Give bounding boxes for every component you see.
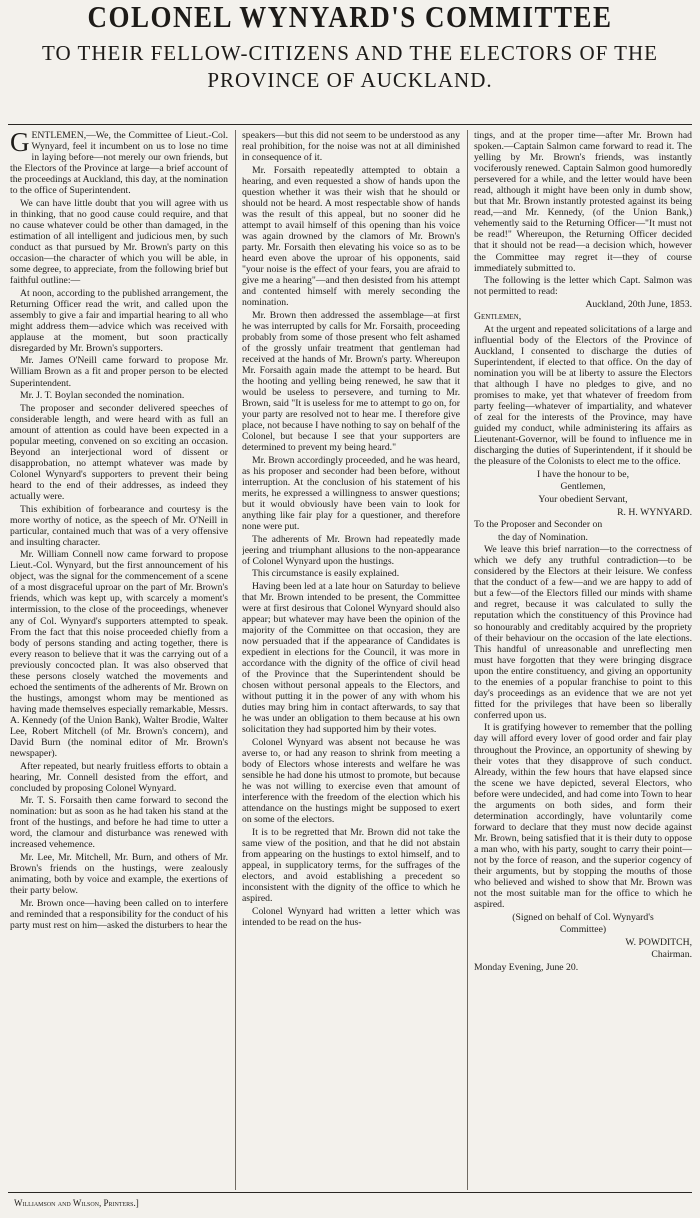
paragraph: This exhibition of forbearance and courtesy is the more worthy of notice, as the speech of Mr. O'Neill in particular, contained much that was of a very offensive and insulting character. [10, 503, 228, 548]
footer-divider [8, 1192, 692, 1193]
paragraph: Mr. William Connell now came forward to propose Lieut.-Col. Wynyard, but the first announcement of his object, was the signal for the commencement of a scene of a most disgraceful uproar on the part of Mr. Brown's friends, which was kept up, with scarcely a moment's intermission, to the close of the proceedings, whenever any of Col. Wynyard's supporters attempted to speak. From the fact that this noise proceeded chiefly from a body of persons standing and acting together, there is every reason to believe that it was the carrying out of a previously concocted plan. It was also observed that these persons closely watched the movements and echoed the sentiments of the adherents of Mr. Brown on the hustings, amongst whom may be mentioned as having made themselves especially remarkable, Messrs. A. Kennedy (of the Union Bank), Walter Brodie, Walter Lee, Robert Mitchell (of Mr. Brown's concern), and David Burn (the nominal editor of Mr. Brown's newspaper). [10, 549, 228, 760]
letter-date: Auckland, 20th June, 1853. [585, 298, 692, 310]
paragraph: Mr. J. T. Boylan seconded the nomination. [20, 390, 185, 402]
paragraph: Having been led at a late hour on Saturday to believe that Mr. Brown intended to be present, the Committee were at first desirous that Colonel Wynyard should also appear; but whatever may have been the opinion of the majority of the Committee on that occasion, they are now persuaded that if the appearance of Candidates is expedient in elections for the Council, it was more in accordance with the dignity of the office of civil head of the Province that the Superintendent should be chosen without personal appeals to the Electors, and without putting it in the power of any with whom his duties may bring him in contact afterwards, to say that he was under an obligation to them because at his own solicitation they had supported him by their votes. [242, 580, 460, 736]
signed-line: Committee) [559, 924, 607, 936]
paragraph: tings, and at the proper time—after Mr. Brown had spoken.—Captain Salmon came forward to read it. The yelling by Mr. Brown's friends, was instantly vociferously renewed. Captain Salmon good humoredly persevered for a while, and the letter would have been read, although it might have been only in dumb show, but that Mr. Brown instantly protested against its being read,—and Mr. Kennedy, (of the Union Bank,) vehemently said to the Returning Officer—"It must not be read!" Whereupon, the Returning Officer decided that it should not be read—a decision which, however the Committee may regret it—they of course immediately submitted to. [474, 130, 692, 274]
paragraph: Mr. T. S. Forsaith then came forward to second the nomination: but as soon as he had taken his stand at the front of the hustings, and before he had time to utter a word, the clamour and disturbance was renewed with increased vehemence. [10, 795, 228, 851]
letter-signature: R. H. WYNYARD. [617, 506, 692, 518]
subtitle-line-2: PROVINCE OF AUCKLAND. [207, 68, 493, 92]
paragraph: Colonel Wynyard was absent not because he was averse to, or had any reason to shrink from meeting a body of Electors whose interests and welfare he was sensible he had done his utmost to promote, but because he was not willing to exercise even that amount of interference with the freedom of the election which his attendance on the hustings might be supposed to exert on some of the electors. [242, 737, 460, 826]
paragraph: Mr. Brown then addressed the assemblage—at first he was interrupted by calls for Mr. Forsaith, proceeding probably from some of those present who felt ashamed of the grossly unfair treatment that gentleman had received at the hands of Mr. Brown's party. Whereupon Mr. Forsaith again made the attempt to be heard. But the hooting and yelling being renewed, he saw that it would be useless to persevere, and turning to Mr. Brown, said "It is useless for me to attempt to go on, for your party are resolved not to hear me. I therefore give place, not because I have nothing to say on behalf of the Colonel, but because I see that your supporters are determined to prevent my being heard." [242, 309, 460, 454]
paragraph: We leave this brief narration—to the correctness of which we defy any truthful contradiction—to be considered by the Electors at their leisure. We confess that the conduct of a few—and we are happy to add of but a few—of the Electors filled our minds with shame and regret, because it was calculated to sully the reputation which the constituency of this Province had so honourably and creditably acquired by the propriety of their behaviour on the occasion of the late elections. This handful of unreasonable and unreflecting men must have forgotten that they were bringing disgrace upon the entire constituency, and giving an opportunity to the enemies of a popular franchise to point to this day's proceedings as an evidence that we are not yet fitted for the privileges that have been so liberally conferred upon us. [474, 544, 692, 721]
printer-imprint: Williamson and Wilson, Printers.] [14, 1198, 139, 1208]
paragraph: At noon, according to the published arrangement, the Returning Officer read the writ, and called upon the assembly to give a fair and impartial hearing to all who might address them—advice which was received with applause at the moment, but soon practically disregarded by Mr. Brown's supporters. [10, 287, 228, 354]
paragraph [10, 130, 228, 196]
paragraph: We can have little doubt that you will agree with us in thinking, that no good cause could require, and that no cause whatever could be other than damaged, in the estimation of all intelligent and judicious men, by such conduct as that pursued by Mr. Brown's party on this occasion—the character of which you will be able, in some degree, to appreciate, from the following brief but faithful outline:— [10, 197, 228, 287]
paragraph: Colonel Wynyard had written a letter which was intended to be read on the hus- [242, 905, 460, 928]
paragraph: The adherents of Mr. Brown had repeatedly made jeering and triumphant allusions to the non-appearance of Colonel Wynyard upon the hustings. [242, 533, 460, 567]
letter-closing: Your obedient Servant, [538, 494, 628, 505]
paragraph: Mr. Brown accordingly proceeded, and he was heard, as his proposer and seconder had been before, without interruption. At the conclusion of his statement of his merits, he expressed a willingness to answer questions; but it would obviously have been vain to look for anything like fair play for a questioner, and therefore none were put. [242, 454, 460, 533]
paragraph: Mr. Lee, Mr. Mitchell, Mr. Burn, and others of Mr. Brown's friends on the hustings, were zealously animating, both by voice and example, the exertions of their party below. [10, 852, 228, 897]
letter-salutation: Gentlemen, [474, 311, 522, 323]
column-2 [242, 130, 460, 1190]
column-divider [235, 130, 236, 1190]
signed-line: (Signed on behalf of Col. Wynyard's [512, 911, 654, 923]
page-subtitle [4, 40, 696, 94]
paragraph: speakers—but this did not seem to be understood as any real prohibition, for the noise was not at all diminished in consequence of it. [242, 130, 460, 164]
paragraph: Mr. Forsaith repeatedly attempted to obtain a hearing, and even requested a show of hands upon the question whether it was their wish that he should or should not be heard. A most respectable show of hands was the result of this appeal, but no sooner did he attempt to avail himself of this opening than his voice was again drowned by the clamors of Mr. Brown's party. Mr. Forsaith then elevating his voice so as to be heard even above the uproar of his opponents, said "your noise is the effect of your fears, you are afraid to give me a hearing"—and then desisted from his attempt and contented himself with merely seconding the nomination. [242, 164, 460, 309]
drop-cap: G [10, 130, 30, 157]
signed-line: Chairman. [651, 949, 692, 961]
column-3 [474, 130, 692, 1190]
letter-closing: I have the honour to be, [536, 468, 629, 480]
signed-line: W. POWDITCH, [625, 936, 692, 948]
letter-address: To the Proposer and Seconder on [474, 519, 603, 531]
column-1 [10, 130, 228, 1190]
page-title: COLONEL WYNYARD'S COMMITTEE [87, 0, 613, 34]
column-divider [467, 130, 468, 1190]
letter-closing: Gentlemen, [560, 481, 606, 493]
letter-address: the day of Nomination. [498, 531, 588, 543]
text-columns [10, 130, 692, 1190]
paragraph: The proposer and seconder delivered speeches of considerable length, and were heard with as full an amount of attention as could have been expected in a popular meeting, convened on so exciting an occasion. Beyond an interjectional word of dissent or disapprobation, no attempt whatever was made by Colonel Wynyard's supporters to prevent their being heard to the end of their addresses, as indeed they actually were. [10, 402, 228, 502]
subtitle-line-1: TO THEIR FELLOW-CITIZENS AND THE ELECTORS OF THE [42, 41, 658, 65]
paragraph: The following is the letter which Capt. Salmon was not permitted to read: [474, 275, 692, 298]
header-divider [8, 124, 692, 125]
letter-body: At the urgent and repeated solicitations of a large and influential body of the Electors of the Province of Auckland, I consented to discharge the duties of Superintendent, if elected to that office. On the day of nomination you will be at liberty to assure the Electors that although I have no pledges to give, and no promises to make, yet that whatever of freedom from party feeling—whatever of impartiality, and whatever of zeal for the interests of the Province, may have guided my conduct, while administering its affairs as Lieutenant-Governor, will be found to influence me in discharging the duties of Superintendent, if it should be the pleasure of the Colonists to elect me to the office. [474, 323, 692, 468]
paragraph: Mr. Brown once—having been called on to interfere and reminded that a responsibility for the conduct of his party must rest on him—asked the disturbers to hear the [10, 897, 228, 931]
paragraph: Mr. James O'Neill came forward to propose Mr. William Brown as a fit and proper person to be elected Superintendent. [10, 355, 228, 389]
paragraph: After repeated, but nearly fruitless efforts to obtain a hearing, Mr. Connell desisted from the effort, and concluded by proposing Colonel Wynyard. [10, 760, 228, 794]
paragraph: This circumstance is easily explained. [252, 568, 400, 580]
paragraph: It is to be regretted that Mr. Brown did not take the same view of the position, and that he did not abstain from appearing on the hustings to extol himself, and to appeal, in supplicatory terms, for the suffrages of the electors, and avoid establishing a precedent so inconsistent with the dignity of the office to which he aspired. [242, 826, 460, 905]
paragraph: It is gratifying however to remember that the polling day will afford every lover of good order and fair play throughout the Province, an opportunity of shewing by their votes that they disapprove of such conduct. Already, within the few hours that have elapsed since the scene we have depicted, several Electors, who before were undecided, and had come into Town to hear the arguments on both sides, and form their determination accordingly, have voluntarily come forward to declare that they must now decide against Mr. Brown, being satisfied that it is their duty to oppose a man who, with his party, sought to carry their point—not by the force of reason, and the superior cogency of their arguments, but by stopping the mouths of those who believed and wished to show that Mr. Brown was not the most suitable man for the office to which he aspired. [474, 722, 692, 911]
closing-dateline: Monday Evening, June 20. [474, 961, 579, 973]
paragraph-text: ENTLEMEN,—We, the Committee of Lieut.-Col. Wynyard, feel it incumbent on us to lose no time in laying before—not merely our own friends, but the Electors of the Province at large—a brief account of the proceedings at Auckland, this day, at the nomination to the office of Superintendent. [10, 130, 228, 197]
